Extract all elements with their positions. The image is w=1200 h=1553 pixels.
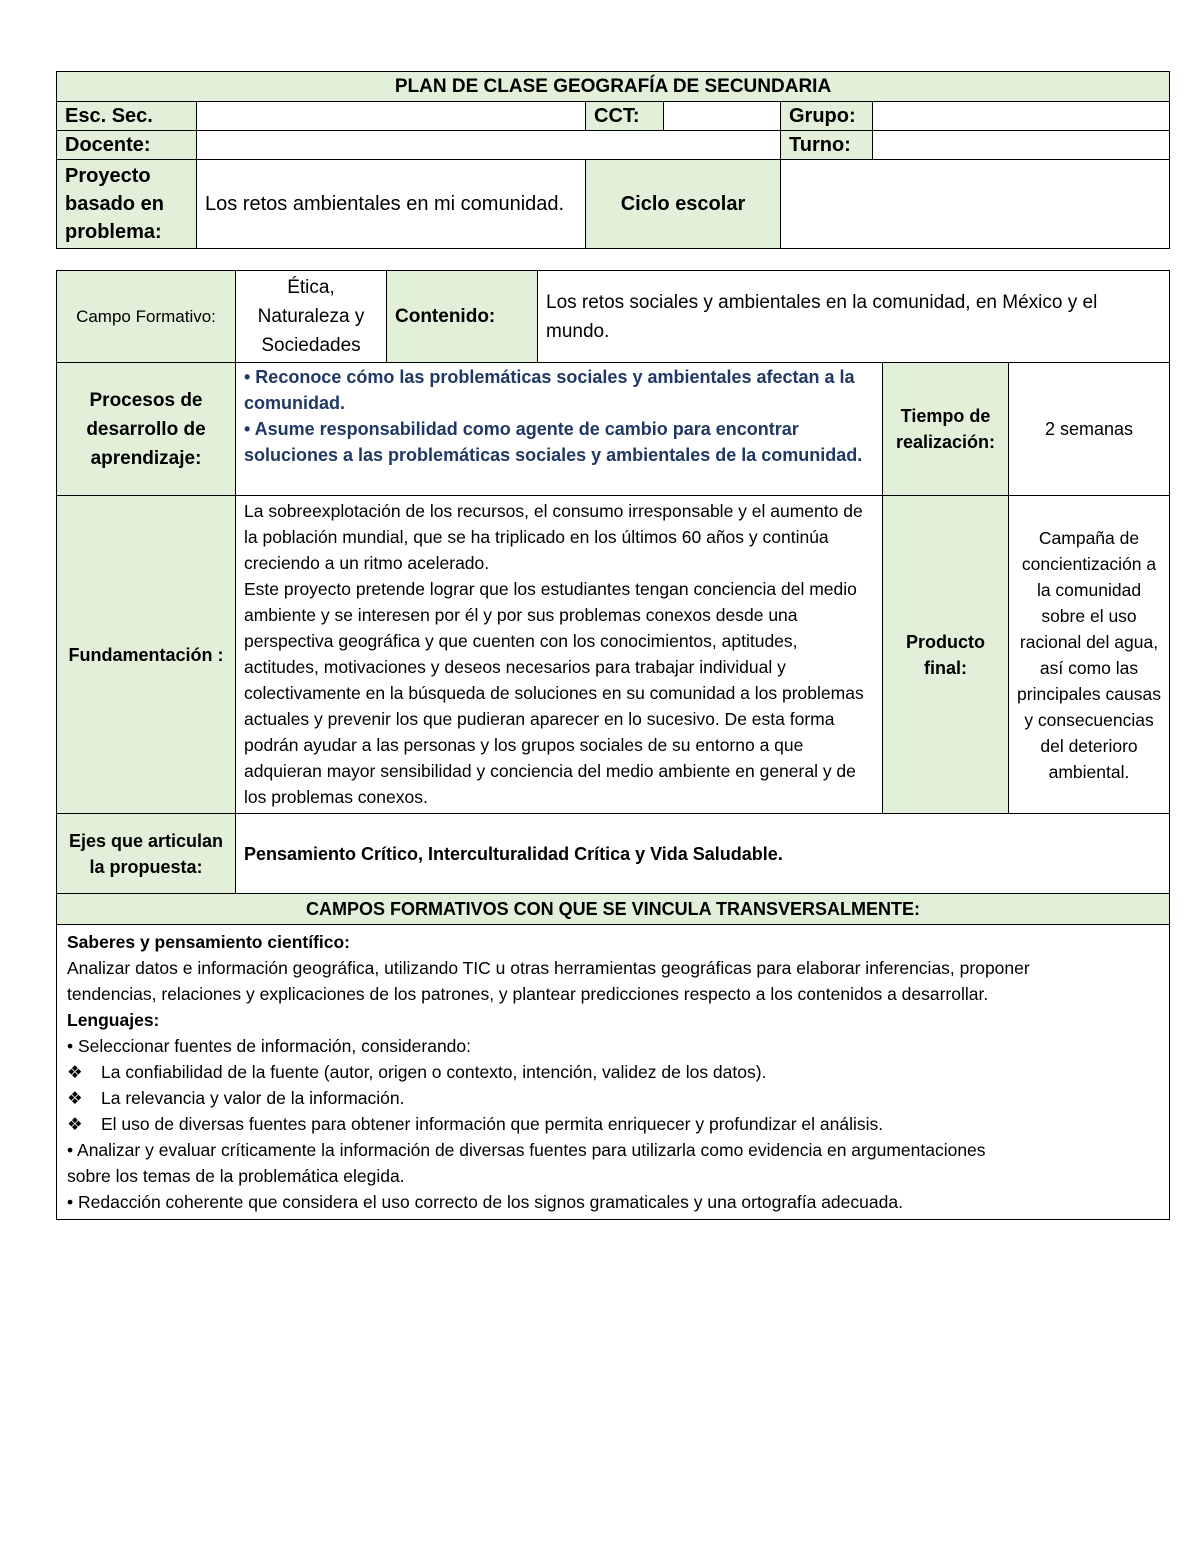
procesos-item: • Asume responsabilidad como agente de cambio para encontrar soluciones a las problemáticas sociales y ambientales de la comunidad. xyxy=(244,419,863,465)
plan-title: PLAN DE CLASE GEOGRAFÍA DE SECUNDARIA xyxy=(57,72,1170,102)
lenguajes-bullet: sobre los temas de la problemática elegida. xyxy=(67,1166,405,1186)
procesos-item: • Reconoce cómo las problemáticas sociales y ambientales afectan a la comunidad. xyxy=(244,367,855,413)
docente-label: Docente: xyxy=(57,131,197,160)
lenguajes-bullet: • Seleccionar fuentes de información, considerando: xyxy=(67,1036,472,1056)
campo-value: Ética, Naturaleza y Sociedades xyxy=(236,271,387,363)
tiempo-value: 2 semanas xyxy=(1009,363,1170,496)
plan-table xyxy=(56,270,1170,1220)
diamond-bullet-icon: ❖ xyxy=(67,1114,83,1134)
grupo-label: Grupo: xyxy=(781,102,873,131)
esc-label: Esc. Sec. xyxy=(57,102,197,131)
turno-field[interactable] xyxy=(873,131,1170,160)
lenguajes-sub-item: ❖ La confiabilidad de la fuente (autor, origen o contexto, intención, validez de los datos). xyxy=(67,1059,1159,1085)
ciclo-field[interactable] xyxy=(781,160,1170,249)
proyecto-value: Los retos ambientales en mi comunidad. xyxy=(197,160,586,249)
procesos-cell xyxy=(236,363,883,496)
transversal-title: CAMPOS FORMATIVOS CON QUE SE VINCULA TRANSVERSALMENTE: xyxy=(57,894,1170,925)
ciclo-label: Ciclo escolar xyxy=(586,160,781,249)
contenido-value: Los retos sociales y ambientales en la comunidad, en México y el mundo. xyxy=(538,271,1170,363)
ejes-label: Ejes que articulan la propuesta: xyxy=(57,814,236,894)
turno-label: Turno: xyxy=(781,131,873,160)
fundamentacion-label: Fundamentación : xyxy=(57,496,236,814)
saberes-line: Analizar datos e información geográfica, utilizando TIC u otras herramientas geográficas para elaborar inferencias, proponer xyxy=(67,958,1030,978)
lenguajes-sub-item: ❖ El uso de diversas fuentes para obtener información que permita enriquecer y profundizar el análisis. xyxy=(67,1111,1159,1137)
fundamentacion-p1: La sobreexplotación de los recursos, el consumo irresponsable y el aumento de la población mundial, que se ha triplicado en los últimos 60 años y continúa creciendo a un ritmo acelerado. xyxy=(244,501,863,573)
producto-value: Campaña de concientización a la comunidad sobre el uso racional del agua, así como las principales causas y consecuencias del deterioro ambiental. xyxy=(1009,496,1170,814)
cct-label: CCT: xyxy=(586,102,664,131)
lenguajes-bullet: • Analizar y evaluar críticamente la información de diversas fuentes para utilizarla como evidencia en argumentaciones xyxy=(67,1140,986,1160)
tiempo-label: Tiempo de realización: xyxy=(883,363,1009,496)
lenguajes-title: Lenguajes: xyxy=(67,1010,160,1030)
contenido-label: Contenido: xyxy=(387,271,538,363)
cct-field[interactable] xyxy=(664,102,781,131)
proyecto-label: Proyecto basado en problema: xyxy=(57,160,197,249)
header-table xyxy=(56,71,1170,249)
esc-field[interactable] xyxy=(197,102,586,131)
saberes-line: tendencias, relaciones y explicaciones de los patrones, y plantear predicciones respecto a los contenidos a desarrollar. xyxy=(67,984,989,1004)
transversal-cell xyxy=(57,925,1170,1220)
grupo-field[interactable] xyxy=(873,102,1170,131)
saberes-title: Saberes y pensamiento científico: xyxy=(67,932,351,952)
fundamentacion-cell xyxy=(236,496,883,814)
diamond-bullet-icon: ❖ xyxy=(67,1088,83,1108)
fundamentacion-p2: Este proyecto pretende lograr que los estudiantes tengan conciencia del medio ambiente y se interesen por él y por sus problemas conexos desde una perspectiva geográfica y que cuenten con los conocimientos, aptitudes, actitudes, motivaciones y deseos necesarios para trabajar individual y colectivamente en la búsqueda de soluciones en su comunidad a los problemas actuales y prevenir los que pudieran aparecer en lo sucesivo. De esta forma podrán ayudar a las personas y los grupos sociales de su entorno a que adquieran mayor sensibilidad y conciencia del medio ambiente en general y de los problemas conexos. xyxy=(244,579,864,807)
lenguajes-bullet: • Redacción coherente que considera el uso correcto de los signos gramaticales y una ortografía adecuada. xyxy=(67,1192,903,1212)
producto-label: Producto final: xyxy=(883,496,1009,814)
docente-field[interactable] xyxy=(197,131,781,160)
ejes-value: Pensamiento Crítico, Interculturalidad Crítica y Vida Saludable. xyxy=(236,814,1170,894)
lenguajes-sub-item: ❖ La relevancia y valor de la información. xyxy=(67,1085,1159,1111)
diamond-bullet-icon: ❖ xyxy=(67,1062,83,1082)
campo-label: Campo Formativo: xyxy=(57,271,236,363)
procesos-label: Procesos de desarrollo de aprendizaje: xyxy=(57,363,236,496)
